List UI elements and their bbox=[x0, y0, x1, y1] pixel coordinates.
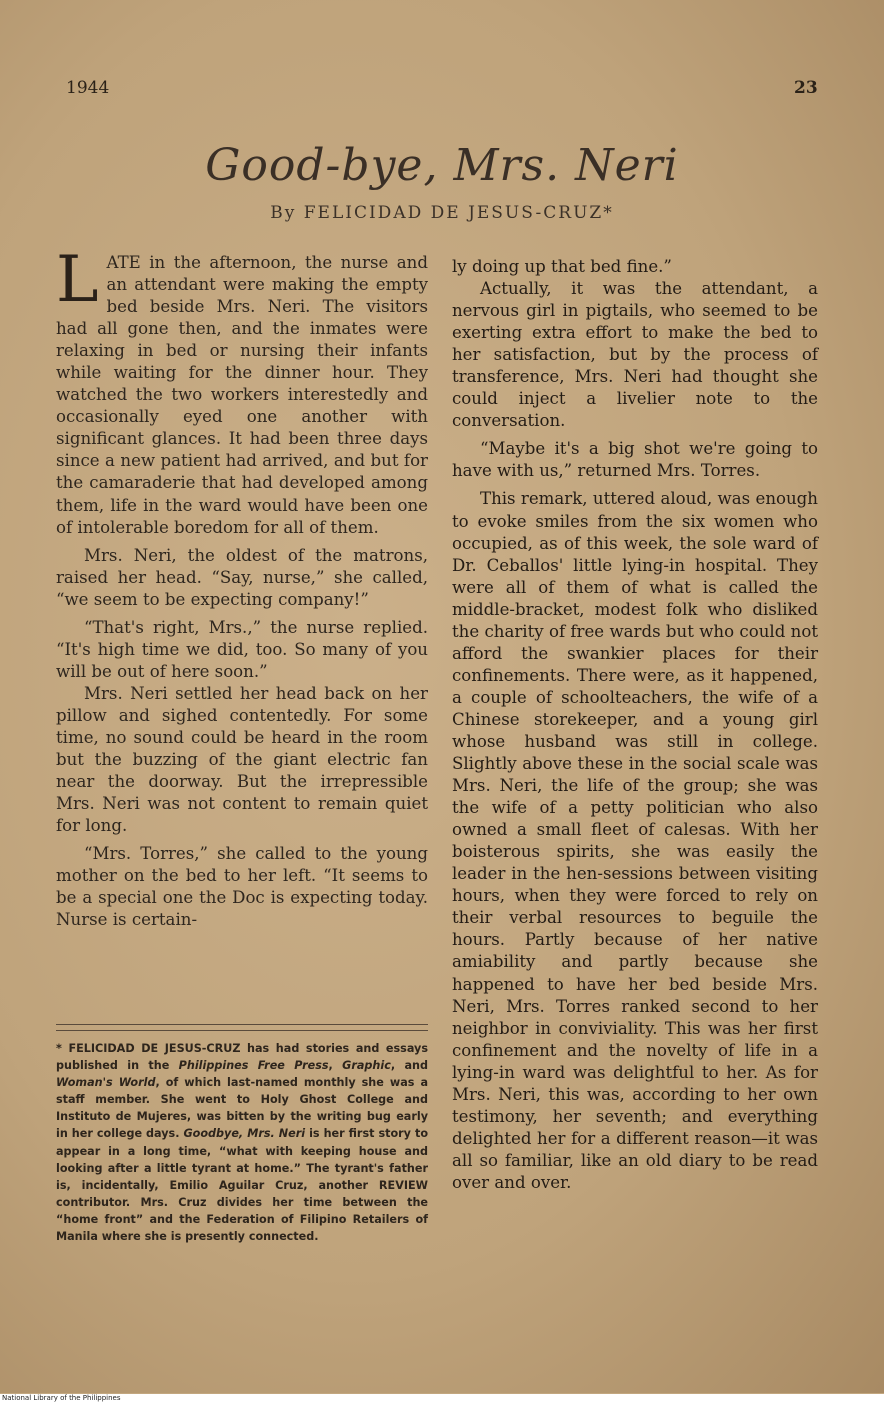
paragraph: LATE in the afternoon, the nurse and an attendant were making the empty bed beside Mrs. Neri. The visitors had all gone then, and the inmates were relaxing in bed or nursing their infants while waiting for the dinner hour. They watched the two workers interestedly and occasionally eyed one another with significant glances. It had been three days since a new patient had arrived, and but for the camaraderie that had developed among them, life in the ward would have been one of intolerable boredom for all of them. bbox=[56, 243, 428, 537]
left-column bbox=[56, 243, 428, 931]
page-number: 23 bbox=[794, 78, 818, 98]
paragraph: Mrs. Neri settled her head back on her pillow and sighed contentedly. For some time, no sound could be heard in the room but the buzzing of the giant electric fan near the doorway. But the irrepressible Mrs. Neri was not content to remain quiet for long. bbox=[56, 683, 428, 836]
page-year: 1944 bbox=[66, 78, 110, 98]
author-footnote: * FELICIDAD DE JESUS-CRUZ has had stories and essays published in the Philippines Free Press, Graphic, and Woman's World, of which last-named monthly she was a staff member. She went to Holy Ghost College and Instituto de Mujeres, was bitten by the writing bug early in her college days. Goodbye, Mrs. Neri is her first story to appear in a long time, “what with keeping house and looking after a little tyrant at home.” The tyrant's father is, incidentally, Emilio Aguilar Cruz, another REVIEW contributor. Mrs. Cruz divides her time between the “home front” and the Federation of Filipino Retailers of Manila where she is presently connected. bbox=[56, 1042, 428, 1244]
paragraph: Actually, it was the attendant, a nervous girl in pigtails, who seemed to be exerting extra effort to make the bed to her satisfaction, but by the process of transference, Mrs. Neri had thought she could inject a livelier note to the conversation. bbox=[452, 279, 818, 431]
article-byline: By FELICIDAD DE JESUS-CRUZ* bbox=[270, 203, 614, 223]
paragraph: ly doing up that bed fine.” bbox=[452, 257, 672, 276]
archive-credit: National Library of the Philippines bbox=[0, 1394, 884, 1403]
paragraph: Mrs. Neri, the oldest of the matrons, raised her head. “Say, nurse,” she called, “we seem to be expecting company!” bbox=[56, 545, 428, 609]
footnote-divider bbox=[56, 1024, 428, 1031]
paragraph: “That's right, Mrs.,” the nurse replied. “It's high time we did, too. So many of you will be out of here soon.” bbox=[56, 617, 428, 681]
drop-cap: L bbox=[56, 243, 99, 317]
paragraph: This remark, uttered aloud, was enough to evoke smiles from the six women who occupied, as of this week, the sole ward of Dr. Ceballos' little lying-in hospital. They were all of them of what is called the middle-bracket, modest folk who disliked the charity of free wards but who could not afford the swankier places for their confinements. There were, as it happened, a couple of schoolteachers, the wife of a Chinese storekeeper, and a young girl whose husband was still in college. Slightly above these in the social scale was Mrs. Neri, the life of the group; she was the wife of a petty politician who also owned a small fleet of calesas. With her boisterous spirits, she was easily the leader in the hen-sessions between visiting hours, when they were forced to rely on their verbal resources to beguile the hours. Partly because of her native amiability and partly because she happened to have her bed beside Mrs. Neri, Mrs. Torres ranked second to her neighbor in conviviality. This was her first confinement and the novelty of life in a lying-in ward was delightful to her. As for Mrs. Neri, this was, according to her own testimony, her seventh; and everything delighted her for a different reason—it was all so familiar, like an old diary to be read over and over. bbox=[452, 489, 818, 1192]
right-column bbox=[452, 256, 818, 1194]
paragraph: “Mrs. Torres,” she called to the young mother on the bed to her left. “It seems to be a special one the Doc is expecting today. Nurse is certain- bbox=[56, 844, 428, 930]
article-title: Good-bye, Mrs. Neri bbox=[205, 140, 679, 191]
paragraph: “Maybe it's a big shot we're going to have with us,” returned Mrs. Torres. bbox=[452, 439, 818, 481]
